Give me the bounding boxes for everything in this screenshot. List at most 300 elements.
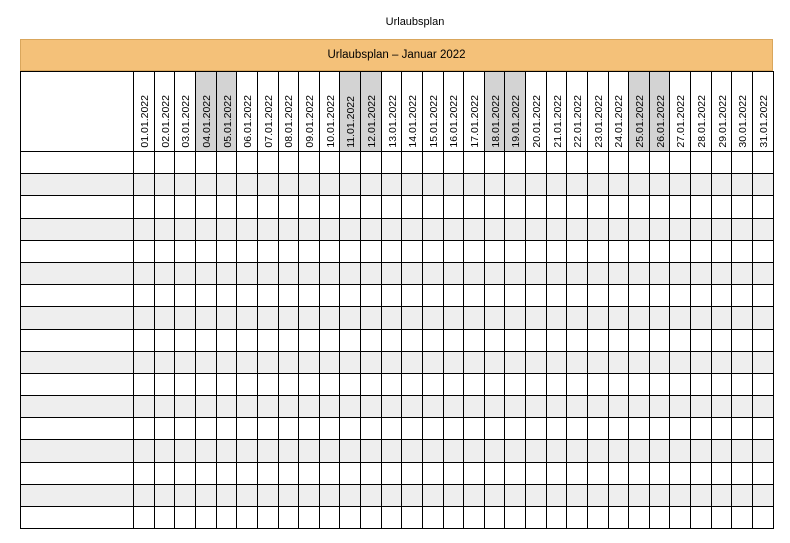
day-cell[interactable] — [752, 507, 773, 529]
day-cell[interactable] — [196, 329, 217, 351]
day-cell[interactable] — [732, 329, 753, 351]
day-cell[interactable] — [587, 307, 608, 329]
day-cell[interactable] — [546, 307, 567, 329]
day-cell[interactable] — [402, 196, 423, 218]
day-cell[interactable] — [340, 396, 361, 418]
day-cell[interactable] — [526, 462, 547, 484]
day-cell[interactable] — [505, 484, 526, 506]
day-cell[interactable] — [484, 196, 505, 218]
day-cell[interactable] — [567, 462, 588, 484]
day-cell[interactable] — [340, 218, 361, 240]
day-cell[interactable] — [752, 484, 773, 506]
employee-name-cell[interactable] — [21, 373, 134, 395]
day-cell[interactable] — [608, 396, 629, 418]
day-cell[interactable] — [587, 174, 608, 196]
day-cell[interactable] — [464, 329, 485, 351]
day-cell[interactable] — [587, 329, 608, 351]
day-cell[interactable] — [299, 507, 320, 529]
day-cell[interactable] — [546, 329, 567, 351]
day-cell[interactable] — [381, 329, 402, 351]
day-cell[interactable] — [567, 418, 588, 440]
day-cell[interactable] — [670, 196, 691, 218]
day-cell[interactable] — [134, 484, 155, 506]
day-cell[interactable] — [278, 484, 299, 506]
day-cell[interactable] — [567, 196, 588, 218]
day-cell[interactable] — [340, 196, 361, 218]
day-cell[interactable] — [340, 329, 361, 351]
day-cell[interactable] — [299, 285, 320, 307]
day-cell[interactable] — [711, 351, 732, 373]
day-cell[interactable] — [629, 174, 650, 196]
day-cell[interactable] — [443, 196, 464, 218]
day-cell[interactable] — [546, 507, 567, 529]
day-cell[interactable] — [257, 484, 278, 506]
day-cell[interactable] — [154, 307, 175, 329]
day-cell[interactable] — [464, 484, 485, 506]
day-cell[interactable] — [319, 285, 340, 307]
day-cell[interactable] — [649, 262, 670, 284]
day-cell[interactable] — [278, 218, 299, 240]
day-cell[interactable] — [381, 285, 402, 307]
day-cell[interactable] — [526, 507, 547, 529]
day-cell[interactable] — [670, 396, 691, 418]
day-cell[interactable] — [464, 218, 485, 240]
day-cell[interactable] — [505, 196, 526, 218]
day-cell[interactable] — [691, 484, 712, 506]
day-cell[interactable] — [526, 418, 547, 440]
day-cell[interactable] — [216, 240, 237, 262]
day-cell[interactable] — [587, 484, 608, 506]
day-cell[interactable] — [711, 418, 732, 440]
day-cell[interactable] — [299, 196, 320, 218]
day-cell[interactable] — [278, 307, 299, 329]
day-cell[interactable] — [422, 329, 443, 351]
day-cell[interactable] — [505, 351, 526, 373]
day-cell[interactable] — [340, 174, 361, 196]
day-cell[interactable] — [691, 373, 712, 395]
day-cell[interactable] — [567, 373, 588, 395]
day-cell[interactable] — [422, 174, 443, 196]
day-cell[interactable] — [319, 307, 340, 329]
day-cell[interactable] — [237, 373, 258, 395]
day-cell[interactable] — [175, 152, 196, 174]
day-cell[interactable] — [567, 240, 588, 262]
day-cell[interactable] — [381, 418, 402, 440]
day-cell[interactable] — [691, 351, 712, 373]
day-cell[interactable] — [649, 351, 670, 373]
day-cell[interactable] — [422, 307, 443, 329]
day-cell[interactable] — [526, 218, 547, 240]
day-cell[interactable] — [752, 218, 773, 240]
day-cell[interactable] — [319, 351, 340, 373]
day-cell[interactable] — [299, 440, 320, 462]
day-cell[interactable] — [649, 373, 670, 395]
day-cell[interactable] — [237, 285, 258, 307]
day-cell[interactable] — [505, 218, 526, 240]
day-cell[interactable] — [484, 484, 505, 506]
day-cell[interactable] — [649, 218, 670, 240]
day-cell[interactable] — [237, 507, 258, 529]
day-cell[interactable] — [422, 440, 443, 462]
day-cell[interactable] — [216, 484, 237, 506]
day-cell[interactable] — [505, 285, 526, 307]
day-cell[interactable] — [732, 307, 753, 329]
day-cell[interactable] — [649, 174, 670, 196]
day-cell[interactable] — [752, 307, 773, 329]
day-cell[interactable] — [629, 240, 650, 262]
day-cell[interactable] — [340, 418, 361, 440]
day-cell[interactable] — [196, 462, 217, 484]
day-cell[interactable] — [340, 240, 361, 262]
day-cell[interactable] — [216, 462, 237, 484]
day-cell[interactable] — [546, 440, 567, 462]
day-cell[interactable] — [175, 440, 196, 462]
day-cell[interactable] — [711, 285, 732, 307]
day-cell[interactable] — [278, 240, 299, 262]
day-cell[interactable] — [196, 196, 217, 218]
day-cell[interactable] — [422, 351, 443, 373]
day-cell[interactable] — [319, 373, 340, 395]
day-cell[interactable] — [299, 174, 320, 196]
day-cell[interactable] — [649, 462, 670, 484]
day-cell[interactable] — [732, 462, 753, 484]
day-cell[interactable] — [443, 152, 464, 174]
day-cell[interactable] — [319, 196, 340, 218]
day-cell[interactable] — [587, 418, 608, 440]
day-cell[interactable] — [257, 351, 278, 373]
day-cell[interactable] — [464, 196, 485, 218]
day-cell[interactable] — [711, 240, 732, 262]
day-cell[interactable] — [484, 218, 505, 240]
day-cell[interactable] — [608, 218, 629, 240]
day-cell[interactable] — [196, 396, 217, 418]
day-cell[interactable] — [216, 262, 237, 284]
day-cell[interactable] — [319, 462, 340, 484]
day-cell[interactable] — [443, 174, 464, 196]
day-cell[interactable] — [484, 285, 505, 307]
day-cell[interactable] — [278, 396, 299, 418]
day-cell[interactable] — [422, 285, 443, 307]
day-cell[interactable] — [257, 462, 278, 484]
day-cell[interactable] — [340, 440, 361, 462]
day-cell[interactable] — [443, 440, 464, 462]
day-cell[interactable] — [319, 262, 340, 284]
day-cell[interactable] — [134, 396, 155, 418]
day-cell[interactable] — [484, 462, 505, 484]
day-cell[interactable] — [422, 507, 443, 529]
day-cell[interactable] — [175, 240, 196, 262]
employee-name-cell[interactable] — [21, 152, 134, 174]
day-cell[interactable] — [752, 373, 773, 395]
day-cell[interactable] — [670, 507, 691, 529]
day-cell[interactable] — [505, 262, 526, 284]
day-cell[interactable] — [711, 484, 732, 506]
day-cell[interactable] — [546, 240, 567, 262]
day-cell[interactable] — [381, 373, 402, 395]
day-cell[interactable] — [649, 440, 670, 462]
day-cell[interactable] — [546, 196, 567, 218]
day-cell[interactable] — [381, 462, 402, 484]
day-cell[interactable] — [299, 240, 320, 262]
day-cell[interactable] — [381, 507, 402, 529]
day-cell[interactable] — [443, 484, 464, 506]
day-cell[interactable] — [670, 373, 691, 395]
day-cell[interactable] — [381, 262, 402, 284]
day-cell[interactable] — [381, 240, 402, 262]
day-cell[interactable] — [299, 418, 320, 440]
day-cell[interactable] — [299, 351, 320, 373]
day-cell[interactable] — [319, 440, 340, 462]
day-cell[interactable] — [443, 285, 464, 307]
day-cell[interactable] — [257, 507, 278, 529]
day-cell[interactable] — [526, 285, 547, 307]
day-cell[interactable] — [175, 174, 196, 196]
day-cell[interactable] — [649, 484, 670, 506]
employee-name-cell[interactable] — [21, 462, 134, 484]
day-cell[interactable] — [711, 329, 732, 351]
day-cell[interactable] — [732, 418, 753, 440]
day-cell[interactable] — [361, 373, 382, 395]
day-cell[interactable] — [443, 240, 464, 262]
day-cell[interactable] — [629, 152, 650, 174]
day-cell[interactable] — [175, 351, 196, 373]
day-cell[interactable] — [196, 418, 217, 440]
day-cell[interactable] — [752, 285, 773, 307]
day-cell[interactable] — [319, 218, 340, 240]
day-cell[interactable] — [361, 152, 382, 174]
day-cell[interactable] — [629, 418, 650, 440]
day-cell[interactable] — [154, 440, 175, 462]
day-cell[interactable] — [691, 440, 712, 462]
employee-name-cell[interactable] — [21, 440, 134, 462]
day-cell[interactable] — [608, 329, 629, 351]
day-cell[interactable] — [464, 152, 485, 174]
day-cell[interactable] — [299, 373, 320, 395]
day-cell[interactable] — [526, 240, 547, 262]
day-cell[interactable] — [608, 196, 629, 218]
day-cell[interactable] — [278, 462, 299, 484]
day-cell[interactable] — [319, 396, 340, 418]
day-cell[interactable] — [546, 484, 567, 506]
day-cell[interactable] — [752, 418, 773, 440]
day-cell[interactable] — [402, 240, 423, 262]
day-cell[interactable] — [587, 240, 608, 262]
day-cell[interactable] — [629, 196, 650, 218]
day-cell[interactable] — [154, 285, 175, 307]
day-cell[interactable] — [526, 152, 547, 174]
day-cell[interactable] — [134, 351, 155, 373]
day-cell[interactable] — [691, 396, 712, 418]
day-cell[interactable] — [752, 329, 773, 351]
day-cell[interactable] — [381, 440, 402, 462]
day-cell[interactable] — [175, 218, 196, 240]
day-cell[interactable] — [196, 174, 217, 196]
day-cell[interactable] — [216, 329, 237, 351]
day-cell[interactable] — [278, 351, 299, 373]
day-cell[interactable] — [361, 174, 382, 196]
day-cell[interactable] — [608, 307, 629, 329]
day-cell[interactable] — [464, 373, 485, 395]
day-cell[interactable] — [361, 218, 382, 240]
day-cell[interactable] — [422, 218, 443, 240]
day-cell[interactable] — [505, 462, 526, 484]
day-cell[interactable] — [546, 285, 567, 307]
day-cell[interactable] — [464, 351, 485, 373]
day-cell[interactable] — [629, 262, 650, 284]
employee-name-cell[interactable] — [21, 351, 134, 373]
day-cell[interactable] — [505, 329, 526, 351]
day-cell[interactable] — [361, 462, 382, 484]
day-cell[interactable] — [257, 152, 278, 174]
day-cell[interactable] — [134, 218, 155, 240]
day-cell[interactable] — [443, 396, 464, 418]
day-cell[interactable] — [526, 351, 547, 373]
day-cell[interactable] — [567, 152, 588, 174]
day-cell[interactable] — [361, 396, 382, 418]
day-cell[interactable] — [299, 152, 320, 174]
day-cell[interactable] — [711, 262, 732, 284]
day-cell[interactable] — [402, 152, 423, 174]
day-cell[interactable] — [567, 507, 588, 529]
day-cell[interactable] — [670, 329, 691, 351]
day-cell[interactable] — [278, 262, 299, 284]
day-cell[interactable] — [587, 196, 608, 218]
day-cell[interactable] — [608, 262, 629, 284]
day-cell[interactable] — [299, 307, 320, 329]
day-cell[interactable] — [587, 396, 608, 418]
day-cell[interactable] — [443, 373, 464, 395]
day-cell[interactable] — [608, 351, 629, 373]
day-cell[interactable] — [649, 418, 670, 440]
day-cell[interactable] — [278, 440, 299, 462]
day-cell[interactable] — [402, 396, 423, 418]
day-cell[interactable] — [299, 484, 320, 506]
day-cell[interactable] — [711, 218, 732, 240]
day-cell[interactable] — [608, 174, 629, 196]
day-cell[interactable] — [134, 307, 155, 329]
day-cell[interactable] — [629, 507, 650, 529]
day-cell[interactable] — [567, 351, 588, 373]
day-cell[interactable] — [505, 174, 526, 196]
employee-name-cell[interactable] — [21, 329, 134, 351]
day-cell[interactable] — [691, 196, 712, 218]
day-cell[interactable] — [381, 152, 402, 174]
day-cell[interactable] — [464, 307, 485, 329]
day-cell[interactable] — [608, 240, 629, 262]
day-cell[interactable] — [732, 507, 753, 529]
day-cell[interactable] — [484, 307, 505, 329]
day-cell[interactable] — [402, 174, 423, 196]
day-cell[interactable] — [691, 418, 712, 440]
day-cell[interactable] — [340, 462, 361, 484]
day-cell[interactable] — [196, 262, 217, 284]
day-cell[interactable] — [464, 462, 485, 484]
day-cell[interactable] — [134, 196, 155, 218]
day-cell[interactable] — [402, 373, 423, 395]
day-cell[interactable] — [691, 507, 712, 529]
day-cell[interactable] — [732, 240, 753, 262]
day-cell[interactable] — [567, 396, 588, 418]
day-cell[interactable] — [402, 507, 423, 529]
day-cell[interactable] — [484, 174, 505, 196]
day-cell[interactable] — [154, 218, 175, 240]
day-cell[interactable] — [464, 285, 485, 307]
day-cell[interactable] — [711, 462, 732, 484]
day-cell[interactable] — [361, 307, 382, 329]
day-cell[interactable] — [237, 440, 258, 462]
day-cell[interactable] — [196, 240, 217, 262]
day-cell[interactable] — [216, 351, 237, 373]
day-cell[interactable] — [629, 329, 650, 351]
day-cell[interactable] — [340, 351, 361, 373]
day-cell[interactable] — [649, 329, 670, 351]
day-cell[interactable] — [752, 174, 773, 196]
day-cell[interactable] — [154, 152, 175, 174]
day-cell[interactable] — [402, 262, 423, 284]
day-cell[interactable] — [546, 218, 567, 240]
day-cell[interactable] — [175, 462, 196, 484]
day-cell[interactable] — [237, 218, 258, 240]
day-cell[interactable] — [443, 307, 464, 329]
employee-name-cell[interactable] — [21, 262, 134, 284]
day-cell[interactable] — [670, 462, 691, 484]
day-cell[interactable] — [711, 373, 732, 395]
day-cell[interactable] — [629, 373, 650, 395]
day-cell[interactable] — [134, 507, 155, 529]
day-cell[interactable] — [154, 196, 175, 218]
day-cell[interactable] — [670, 218, 691, 240]
day-cell[interactable] — [134, 262, 155, 284]
day-cell[interactable] — [732, 196, 753, 218]
day-cell[interactable] — [154, 351, 175, 373]
employee-name-cell[interactable] — [21, 285, 134, 307]
day-cell[interactable] — [505, 440, 526, 462]
day-cell[interactable] — [402, 484, 423, 506]
day-cell[interactable] — [361, 329, 382, 351]
day-cell[interactable] — [237, 351, 258, 373]
day-cell[interactable] — [402, 285, 423, 307]
day-cell[interactable] — [464, 262, 485, 284]
day-cell[interactable] — [422, 262, 443, 284]
day-cell[interactable] — [711, 152, 732, 174]
day-cell[interactable] — [216, 396, 237, 418]
day-cell[interactable] — [257, 329, 278, 351]
day-cell[interactable] — [134, 329, 155, 351]
day-cell[interactable] — [299, 396, 320, 418]
day-cell[interactable] — [237, 152, 258, 174]
day-cell[interactable] — [567, 174, 588, 196]
day-cell[interactable] — [154, 240, 175, 262]
day-cell[interactable] — [608, 285, 629, 307]
day-cell[interactable] — [237, 262, 258, 284]
day-cell[interactable] — [319, 507, 340, 529]
day-cell[interactable] — [691, 329, 712, 351]
day-cell[interactable] — [670, 285, 691, 307]
day-cell[interactable] — [505, 240, 526, 262]
day-cell[interactable] — [587, 507, 608, 529]
day-cell[interactable] — [526, 440, 547, 462]
day-cell[interactable] — [649, 285, 670, 307]
day-cell[interactable] — [319, 240, 340, 262]
day-cell[interactable] — [216, 440, 237, 462]
day-cell[interactable] — [567, 262, 588, 284]
day-cell[interactable] — [546, 396, 567, 418]
day-cell[interactable] — [505, 152, 526, 174]
day-cell[interactable] — [732, 262, 753, 284]
day-cell[interactable] — [484, 329, 505, 351]
day-cell[interactable] — [319, 152, 340, 174]
day-cell[interactable] — [629, 218, 650, 240]
